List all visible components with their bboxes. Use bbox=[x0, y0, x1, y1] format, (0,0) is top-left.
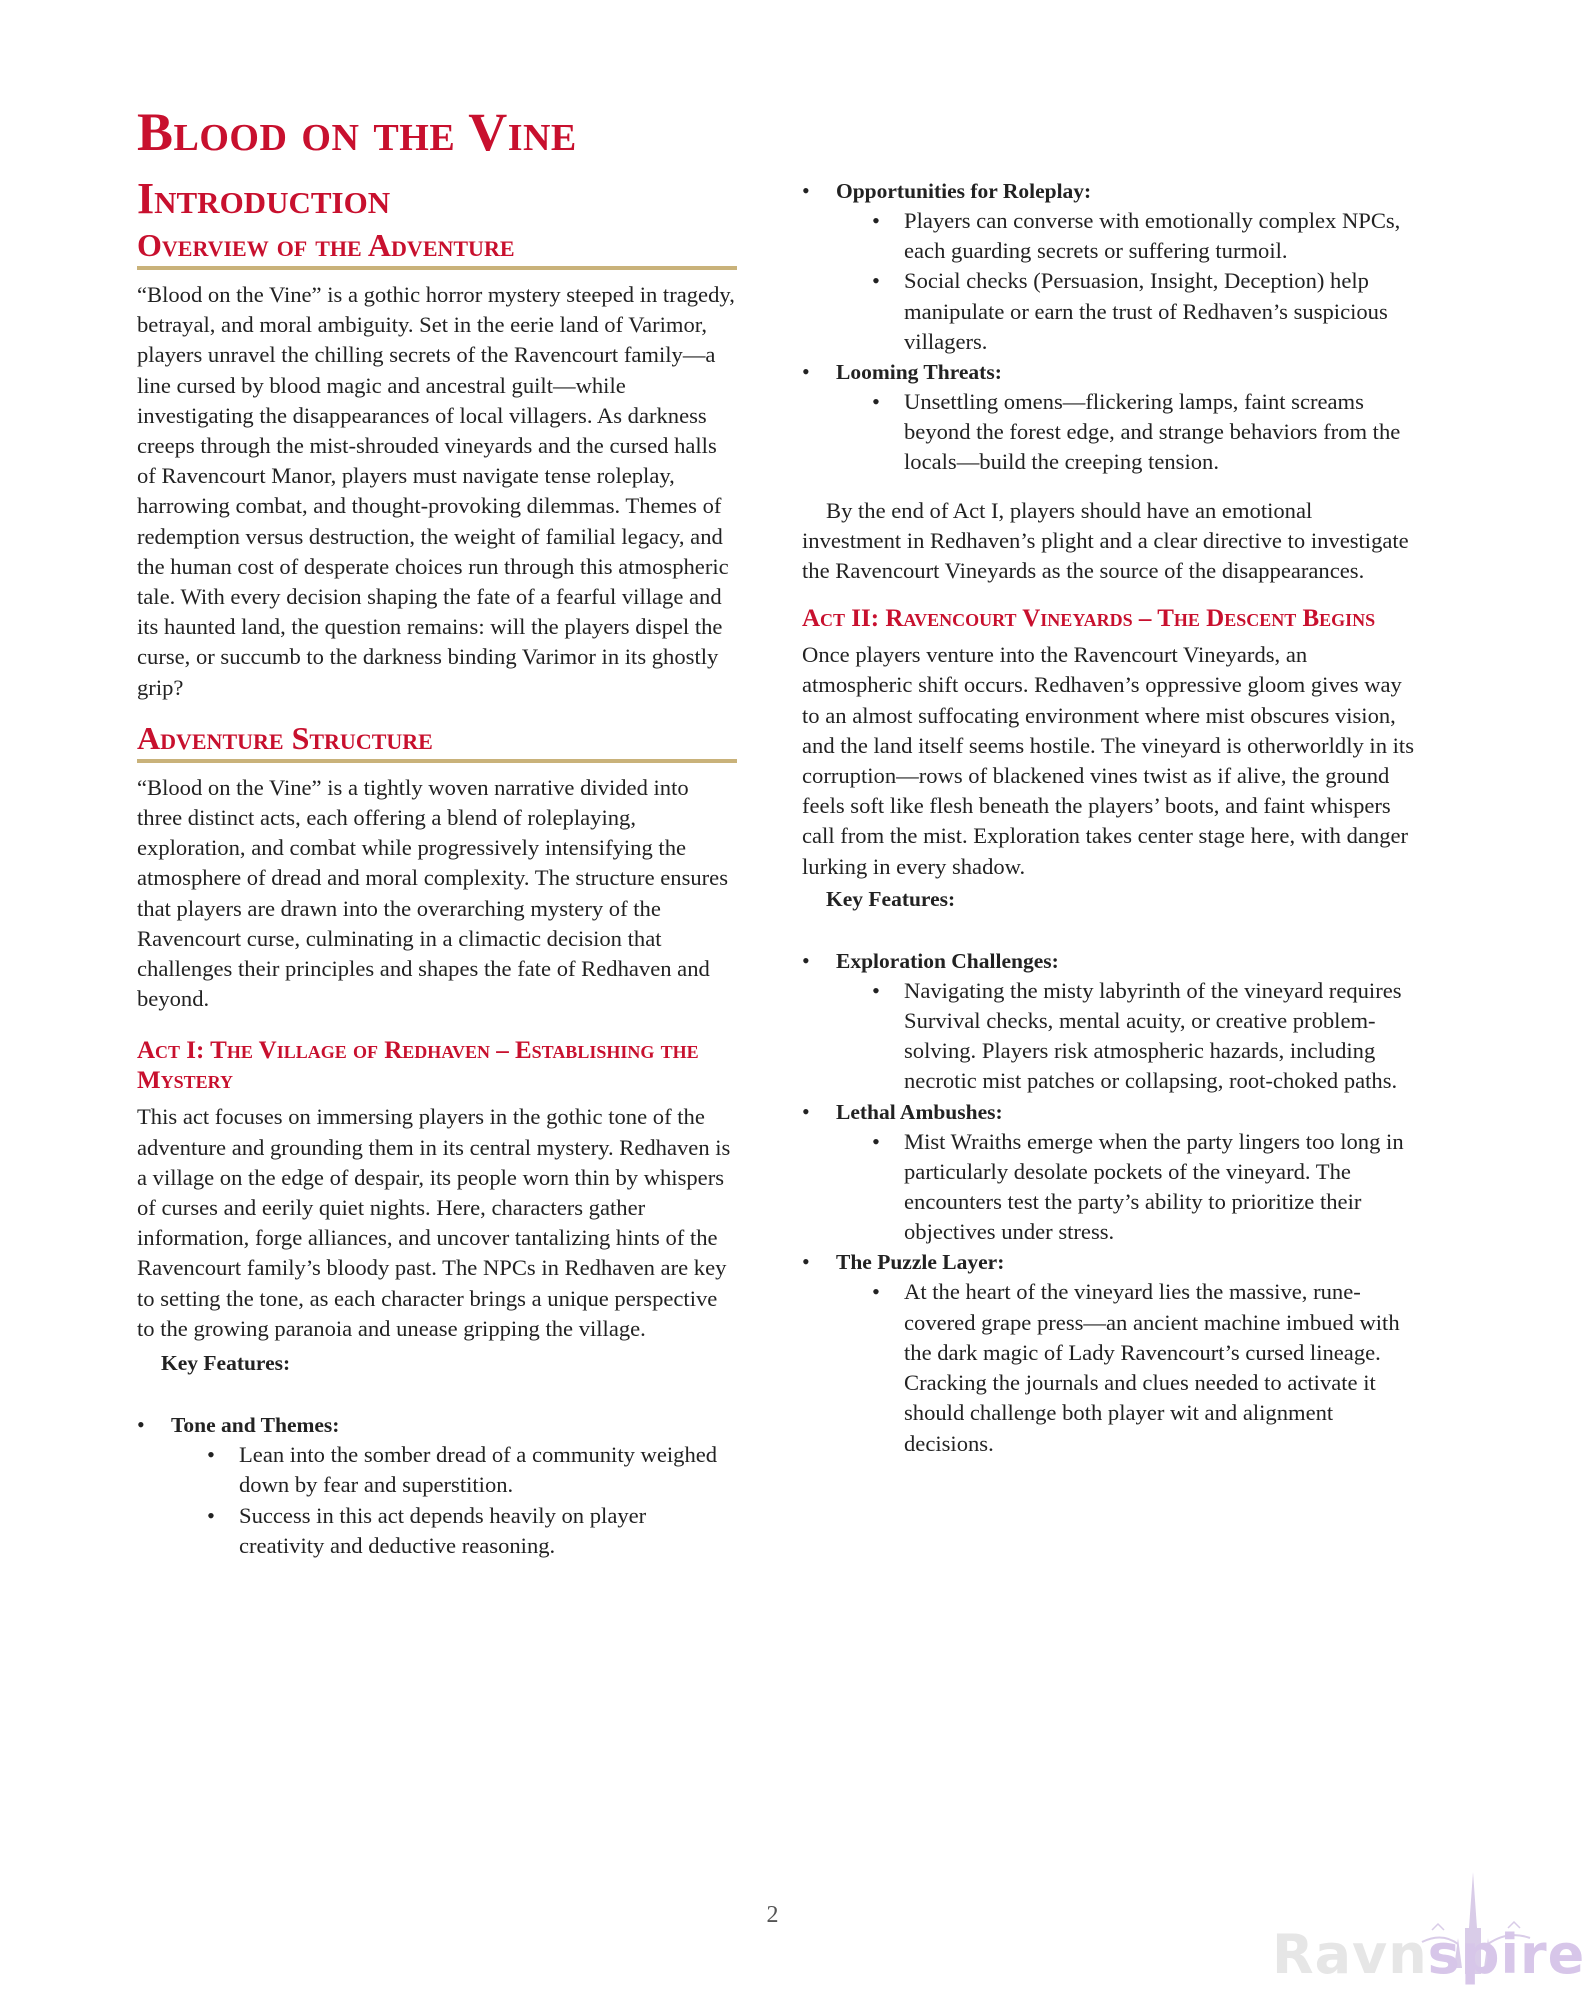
list-item bbox=[802, 946, 1414, 1097]
list-item bbox=[802, 357, 1414, 478]
list-item: • Lean into the somber dread of a community weighed down by fear and superstition. bbox=[207, 1440, 737, 1500]
act1-paragraph: This act focuses on immersing players in the gothic tone of the adventure and grounding them in its central mystery. Redhaven is a village on the edge of despair, its people worn thin by whispers of curses and eerily quiet nights. Here, characters gather information, forge alliances, and uncover tantalizing hints of the Ravencourt family’s bloody past. The NPCs in Redhaven are key to setting the tone, as each character brings a unique perspective to the growing paranoia and unease gripping the village. bbox=[137, 1104, 731, 1341]
feature-title: Tone and Themes: bbox=[171, 1413, 340, 1438]
page-number: 2 bbox=[766, 1902, 779, 1928]
left-column bbox=[137, 0, 737, 1561]
list-item: • Mist Wraiths emerge when the party lingers too long in particularly desolate pockets of the vineyard. The encounters test the party’s ability to prioritize their objectives under stress. bbox=[872, 1127, 1414, 1248]
feature-list-continued bbox=[802, 176, 1414, 478]
right-column bbox=[802, 0, 1414, 1459]
act1-conclusion-paragraph: By the end of Act I, players should have an emotional investment in Redhaven’s plight and a clear directive to investigate the Ravencourt Vineyards as the source of the disappearances. bbox=[802, 497, 1409, 584]
act1-heading: Act I: The Village of Redhaven – Establishing the Mystery bbox=[137, 1037, 699, 1095]
ravnspire-logo bbox=[1272, 1868, 1585, 1990]
list-item: • Social checks (Persuasion, Insight, Deception) help manipulate or earn the trust of Redhaven’s suspicious villagers. bbox=[872, 266, 1414, 357]
key-features-label: Key Features: bbox=[826, 886, 956, 911]
feature-title: Looming Threats: bbox=[836, 360, 1002, 385]
sub-list bbox=[872, 1127, 1414, 1248]
list-item: • Unsettling omens—flickering lamps, faint screams beyond the forest edge, and strange behaviors from the locals—build the creeping tension. bbox=[872, 387, 1414, 478]
list-item bbox=[802, 1097, 1414, 1248]
sub-list bbox=[207, 1440, 737, 1561]
feature-list bbox=[137, 1410, 737, 1561]
overview-heading: Overview of the Adventure bbox=[137, 226, 737, 270]
sub-list bbox=[872, 387, 1414, 478]
introduction-heading: Introduction bbox=[137, 174, 391, 223]
list-item bbox=[802, 176, 1414, 357]
feature-title: Exploration Challenges: bbox=[836, 948, 1059, 973]
list-item: • Success in this act depends heavily on player creativity and deductive reasoning. bbox=[207, 1501, 737, 1561]
act2-paragraph: Once players venture into the Ravencourt Vineyards, an atmospheric shift occurs. Redhaven’s oppressive gloom gives way to an almost suffocating environment where mist obscures vision, and the land itself seems hostile. The vineyard is otherworldly in its corruption—rows of blackened vines twist as if alive, the ground feels soft like flesh beneath the players’ boots, and faint whispers call from the mist. Exploration takes center stage here, with danger lurking in every shadow. bbox=[802, 642, 1415, 879]
feature-title: Lethal Ambushes: bbox=[836, 1099, 1003, 1124]
feature-title: The Puzzle Layer: bbox=[836, 1250, 1005, 1275]
list-item: • At the heart of the vineyard lies the massive, rune-covered grape press—an ancient machine imbued with the dark magic of Lady Ravencourt’s cursed lineage. Cracking the journals and clues needed to activate it should challenge both player wit and alignment decisions. bbox=[872, 1277, 1414, 1458]
list-item bbox=[802, 1247, 1414, 1458]
logo-wordmark: Ravnspire bbox=[1272, 1923, 1585, 1986]
key-features-label: Key Features: bbox=[161, 1351, 291, 1376]
structure-paragraph: “Blood on the Vine” is a tightly woven narrative divided into three distinct acts, each offering a blend of roleplaying, exploration, and combat while progressively intensifying the atmosphere of dread and moral complexity. The structure ensures that players are drawn into the overarching mystery of the Ravencourt curse, culminating in a climactic decision that challenges their principles and shapes the fate of Redhaven and beyond. bbox=[137, 774, 729, 1012]
sub-list bbox=[872, 976, 1414, 1097]
sub-list bbox=[872, 206, 1414, 357]
structure-heading: Adventure Structure bbox=[137, 719, 737, 763]
list-item: • Players can converse with emotionally complex NPCs, each guarding secrets or suffering turmoil. bbox=[872, 206, 1414, 266]
overview-paragraph: “Blood on the Vine” is a gothic horror mystery steeped in tragedy, betrayal, and moral ambiguity. Set in the eerie land of Varimor, players unravel the chilling secrets of the Ravencourt family—a line cursed by blood magic and ancestral guilt—while investigating the disappearances of local villagers. As darkness creeps through the mist-shrouded vineyards and the cursed halls of Ravencourt Manor, players must navigate tense roleplay, harrowing combat, and thought-provoking dilemmas. Themes of redemption versus destruction, the weight of familial legacy, and the human cost of desperate choices run through this atmospheric tale. With every decision shaping the fate of a fearful village and its haunted land, the question remains: will the players dispel the curse, or succumb to the darkness binding Varimor in its ghostly grip? bbox=[137, 282, 735, 700]
act2-heading: Act II: Ravencourt Vineyards – The Descent Begins bbox=[802, 605, 1376, 633]
feature-title: Opportunities for Roleplay: bbox=[836, 179, 1092, 203]
list-item bbox=[137, 1410, 737, 1561]
feature-list bbox=[802, 946, 1414, 1459]
document-title: Blood on the Vine bbox=[137, 102, 577, 162]
list-item: • Navigating the misty labyrinth of the vineyard requires Survival checks, mental acuity, or creative problem-solving. Players risk atmospheric hazards, including necrotic mist patches or collapsing, root-choked paths. bbox=[872, 976, 1414, 1097]
sub-list bbox=[872, 1277, 1414, 1458]
